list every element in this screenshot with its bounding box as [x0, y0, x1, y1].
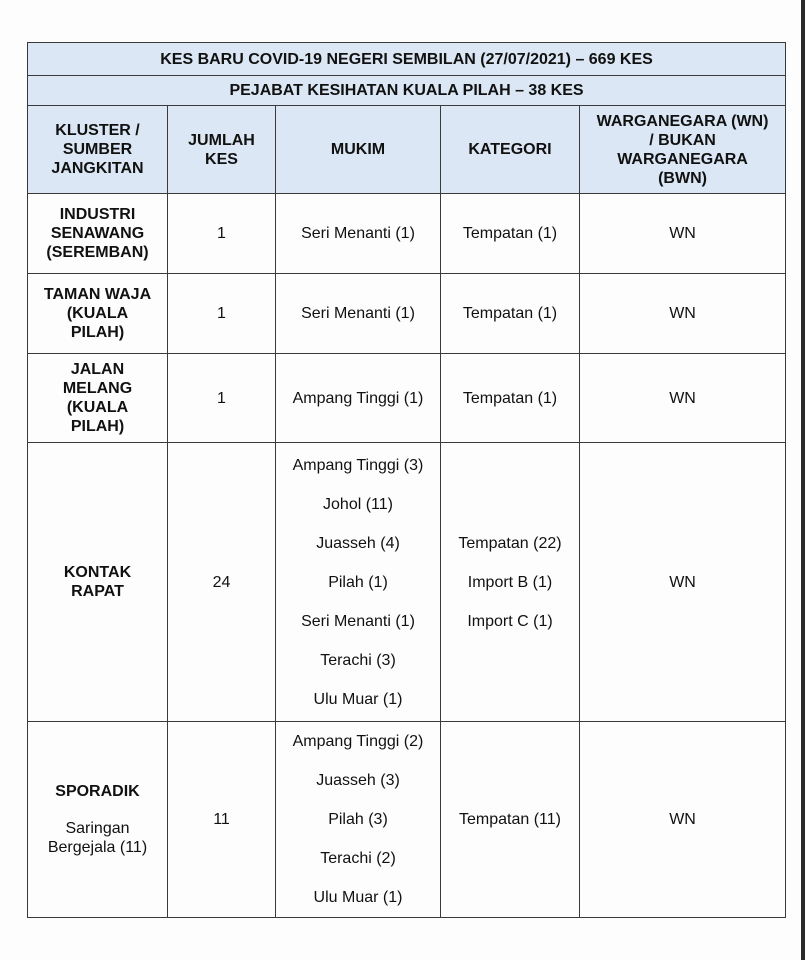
citizenship-cell: WN: [580, 722, 786, 918]
header-row: [28, 106, 786, 194]
table-row: [28, 194, 786, 274]
cell-line: MUKIM: [330, 141, 386, 158]
cell-line: KATEGORI: [468, 141, 552, 158]
cell-line: (KUALA: [66, 305, 129, 322]
category-cell: [441, 443, 580, 722]
cell-line: Juasseh (3): [316, 772, 400, 789]
cell-line: Import B (1): [467, 573, 553, 591]
cell-line: Seri Menanti (1): [301, 305, 415, 322]
cell-line: KES: [205, 150, 238, 168]
mukim-cell: [276, 722, 441, 918]
citizenship-cell: WN: [580, 194, 786, 274]
header-cluster: [28, 106, 168, 194]
cell-line: Johol (11): [323, 495, 393, 513]
cell-line: Bergejala (11): [47, 839, 148, 856]
cell-line: Terachi (2): [320, 850, 396, 867]
citizenship-cell: WN: [580, 354, 786, 443]
cluster-note: [32, 819, 163, 857]
citizenship-cell: WN: [580, 274, 786, 354]
cell-line: TAMAN WAJA: [43, 286, 152, 303]
total-cell: 1: [168, 194, 276, 274]
category-cell: [441, 354, 580, 443]
cell-line: Ulu Muar (1): [313, 690, 403, 708]
cell-line: WARGANEGARA: [617, 150, 748, 168]
total-cell: 11: [168, 722, 276, 918]
cell-line: Seri Menanti (1): [301, 612, 415, 630]
cell-line: Ampang Tinggi (1): [292, 389, 424, 407]
cell-line: Ampang Tinggi (3): [292, 456, 424, 474]
cell-line: SUMBER: [62, 141, 133, 158]
cell-line: Import C (1): [467, 612, 553, 630]
mukim-cell: [276, 443, 441, 722]
cell-line: Tempatan (1): [462, 225, 558, 242]
cell-line: Pilah (3): [328, 811, 388, 828]
cell-line: WARGANEGARA (WN): [596, 112, 769, 130]
mukim-cell: [276, 194, 441, 274]
table-row: [28, 443, 786, 722]
cell-line: Terachi (3): [320, 651, 396, 669]
mukim-cell: [276, 354, 441, 443]
cell-line: (SEREMBAN): [46, 244, 149, 261]
cell-line: KLUSTER /: [55, 122, 140, 139]
cell-line: SPORADIK: [55, 783, 140, 800]
header-total: [168, 106, 276, 194]
total-cell: 24: [168, 443, 276, 722]
table-row: [28, 722, 786, 918]
cluster-name: [32, 782, 163, 801]
cell-line: INDUSTRI: [59, 206, 136, 223]
table-row: [28, 274, 786, 354]
cases-table: [27, 42, 786, 918]
cluster-cell: [28, 274, 168, 354]
header-category: [441, 106, 580, 194]
category-cell: [441, 194, 580, 274]
cluster-cell: [28, 194, 168, 274]
header-mukim: [276, 106, 441, 194]
cell-line: Ulu Muar (1): [313, 889, 403, 906]
category-cell: [441, 274, 580, 354]
title-row: [28, 43, 786, 76]
cell-line: Pilah (1): [328, 573, 388, 591]
cell-line: JANGKITAN: [51, 160, 144, 177]
table-row: [28, 354, 786, 443]
total-cell: 1: [168, 274, 276, 354]
cell-line: Saringan: [65, 820, 130, 837]
right-edge-border: [801, 0, 805, 960]
cell-line: Tempatan (1): [462, 305, 558, 322]
cell-line: Tempatan (1): [462, 389, 558, 407]
mukim-cell: [276, 274, 441, 354]
cell-line: JALAN: [70, 361, 125, 378]
total-cell: 1: [168, 354, 276, 443]
subtitle-row: [28, 76, 786, 106]
cell-line: SENAWANG: [50, 225, 145, 242]
cell-line: PILAH): [70, 418, 125, 435]
cell-line: / BUKAN: [649, 131, 716, 149]
cell-line: KONTAK: [63, 564, 132, 581]
header-citizenship: [580, 106, 786, 194]
cell-line: Ampang Tinggi (2): [292, 733, 424, 750]
cell-line: RAPAT: [71, 583, 124, 600]
cell-line: PILAH): [70, 324, 125, 341]
report-title: KES BARU COVID-19 NEGERI SEMBILAN (27/07/2021) – 669 KES: [28, 43, 786, 76]
cluster-cell: [28, 354, 168, 443]
cell-line: MELANG: [62, 380, 133, 397]
cell-line: Juasseh (4): [316, 534, 400, 552]
category-cell: [441, 722, 580, 918]
report-subtitle: PEJABAT KESIHATAN KUALA PILAH – 38 KES: [28, 76, 786, 106]
cell-line: (KUALA: [66, 399, 129, 416]
citizenship-cell: WN: [580, 443, 786, 722]
cell-line: (BWN): [658, 169, 707, 187]
cell-line: Tempatan (11): [459, 811, 561, 828]
cluster-cell: [28, 722, 168, 918]
cluster-cell: [28, 443, 168, 722]
cell-line: JUMLAH: [188, 131, 255, 149]
cell-line: Seri Menanti (1): [301, 225, 415, 242]
cell-line: Tempatan (22): [458, 534, 562, 552]
